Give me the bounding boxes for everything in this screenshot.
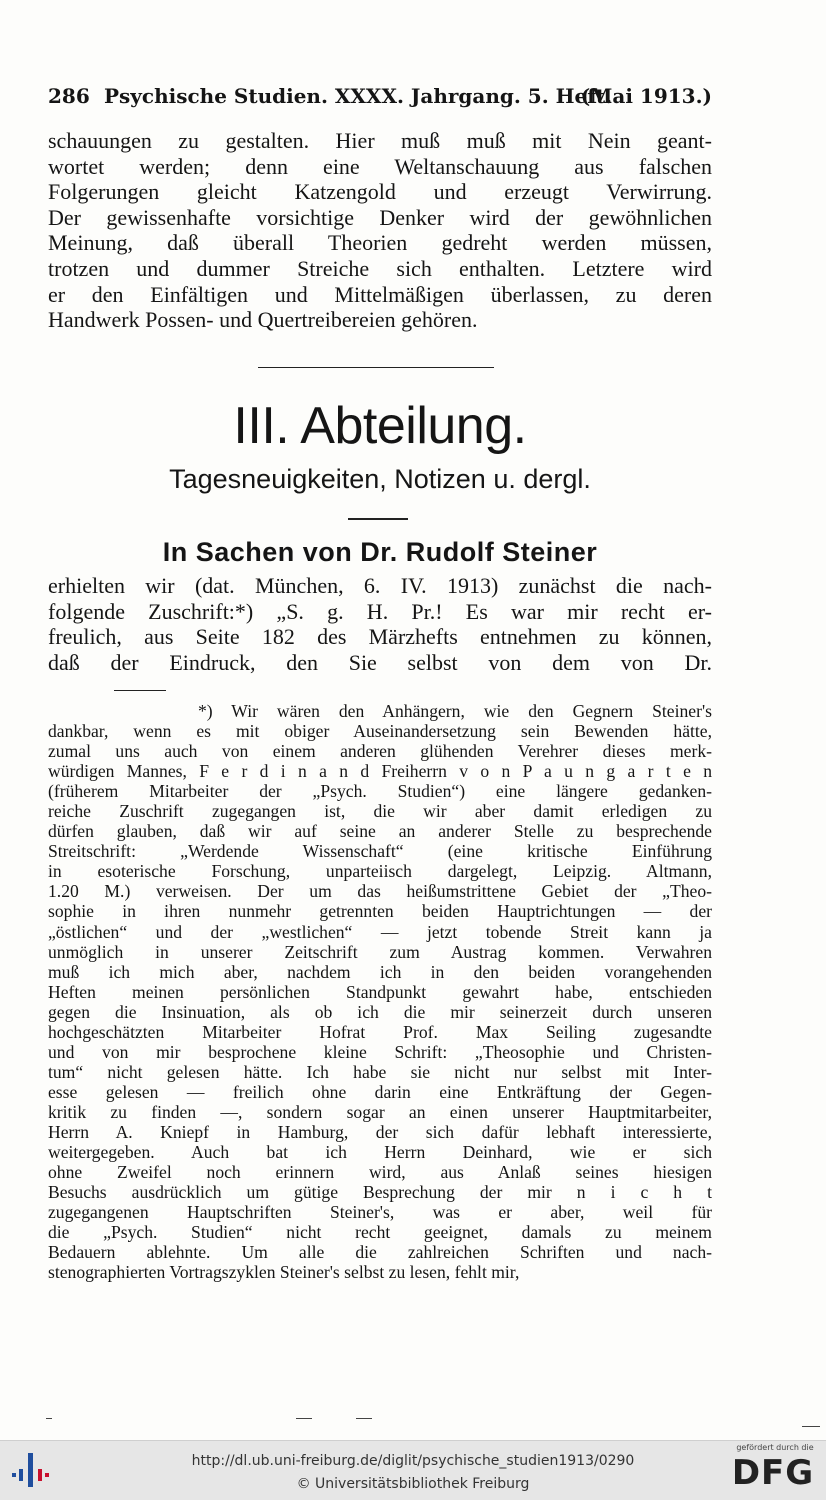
dfg-logo-icon: DFG (731, 1453, 815, 1493)
text-line: trotzen und dummer Streiche sich enthalten. Letztere wird (48, 255, 712, 281)
footnote-line: zumal uns auch von einem anderen glühenden Verehrer dieses merk- (48, 741, 712, 762)
issue-date: (Mai 1913.) (580, 84, 712, 108)
scan-mark (802, 1426, 820, 1427)
text-line: erhielten wir (dat. München, 6. IV. 1913) zunächst die nach- (48, 573, 712, 598)
footnote-line: hochgeschätzten Mitarbeiter Hofrat Prof. Max Seiling zugesandte (48, 1021, 712, 1042)
footnote-line: tum“ nicht gelesen hätte. Ich habe sie nicht nur selbst mit Inter- (48, 1061, 712, 1082)
source-url[interactable]: http://dl.ub.uni-freiburg.de/diglit/psychische_studien1913/0290 (191, 1453, 635, 1469)
scan-mark (356, 1418, 372, 1419)
sponsor-tagline: gefördert durch die (736, 1443, 814, 1452)
running-header (48, 80, 712, 112)
article-heading: In Sachen von Dr. Rudolf Steiner (162, 537, 598, 567)
footnote-line: die „Psych. Studien“ nicht recht geeignet, damals zu meinem (48, 1222, 712, 1243)
footnote-line: ohne Zweifel noch erinnern wird, aus Anlaß seines hiesigen (48, 1162, 712, 1183)
section-divider (258, 367, 494, 368)
footnote-line: Herrn A. Kniepf in Hamburg, der sich dafür lebhaft interessierte, (48, 1121, 712, 1142)
footnote-line: unmöglich in unserer Zeitschrift zum Austrag kommen. Verwahren (48, 941, 712, 962)
article-body (48, 573, 712, 675)
footnote-line: muß ich mich aber, nachdem ich in den beiden vorangehenden (48, 961, 712, 982)
footnote-line: würdigen Mannes, F e r d i n a n d Freiherrn v o n P a u n g a r t e n (48, 761, 712, 782)
text-line: daß der Eindruck, den Sie selbst von dem von Dr. (48, 649, 712, 675)
text-line: schauungen zu gestalten. Hier muß muß mit Nein geant- (48, 128, 712, 153)
footnote-line: reiche Zuschrift zugegangen ist, die wir aber damit erledigen zu (48, 801, 712, 822)
footnote-rule (114, 690, 166, 691)
footnote-line: kritik zu finden —, sondern sogar an einen unserer Hauptmitarbeiter, (48, 1101, 712, 1122)
text-line: Handwerk Possen- und Quertreibereien gehören. (48, 307, 478, 333)
short-divider (348, 518, 408, 520)
footnote-line: weitergegeben. Auch bat ich Herrn Deinhard, wie er sich (48, 1142, 712, 1163)
text-line: Meinung, daß überall Theorien gedreht werden müssen, (48, 230, 712, 256)
body-paragraph-top (48, 128, 712, 333)
scan-mark (296, 1418, 312, 1419)
footnote-line: Streitschrift: „Werdende Wissenschaft“ (eine kritische Einführung (48, 841, 712, 862)
footnote-line: *) Wir wären den Anhängern, wie den Gegnern Steiner's (198, 701, 712, 721)
footnote-line: dürfen glauben, daß wir auf seine an anderer Stelle zu besprechende (48, 821, 712, 842)
footnote-line: Besuchs ausdrücklich um gütige Besprechung der mir n i c h t (48, 1182, 712, 1203)
footnote-line: Bedauern ablehnte. Um alle die zahlreichen Schriften und nach- (48, 1242, 712, 1263)
footnote-line: dankbar, wenn es mit obiger Auseinandersetzung sein Bewenden hätte, (48, 721, 712, 742)
page-number: 286 (48, 84, 90, 108)
footnote-line: zugegangenen Hauptschriften Steiner's, was er aber, weil für (48, 1202, 712, 1223)
text-line: Folgerungen gleicht Katzengold und erzeugt Verwirrung. (48, 179, 712, 205)
copyright-notice: © Universitätsbibliothek Freiburg (296, 1476, 530, 1492)
footnote-line: sophie in ihren nunmehr getrennten beiden Hauptrichtungen — der (48, 901, 712, 922)
footnote-line: gegen die Insinuation, als ob ich die mir seinerzeit durch unseren (48, 1001, 712, 1022)
text-line: wortet werden; denn eine Weltanschauung aus falschen (48, 153, 712, 179)
footnote-line: in esoterische Forschung, unparteiisch dargelegt, Leipzig. Altmann, (48, 861, 712, 882)
footnote-line: 1.20 M.) verweisen. Der um das heißumstrittene Gebiet der „Theo- (48, 881, 712, 902)
footnote (48, 701, 712, 1282)
text-line: Der gewissenhafte vorsichtige Denker wird der gewöhnlichen (48, 204, 712, 230)
footnote-line: (früherem Mitarbeiter der „Psych. Studien“) eine längere gedanken- (48, 781, 712, 802)
footnote-line: stenographierten Vortragszyklen Steiner's selbst zu lesen, fehlt mir, (48, 1262, 520, 1283)
text-line: folgende Zuschrift:*) „S. g. H. Pr.! Es war mir recht er- (48, 598, 712, 624)
footnote-line: und von mir besprochene kleine Schrift: „Theosophie und Christen- (48, 1041, 712, 1062)
journal-title: Psychische Studien. XXXX. Jahrgang. 5. Heft. (104, 84, 613, 108)
footnote-line: „östlichen“ und der „westlichen“ — jetzt tobende Streit kann ja (48, 921, 712, 942)
digital-library-footer (0, 1440, 826, 1500)
section-subtitle: Tagesneuigkeiten, Notizen u. dergl. (169, 464, 591, 494)
text-line: freulich, aus Seite 182 des Märzhefts entnehmen zu können, (48, 624, 712, 650)
footnote-line: Heften meinen persönlichen Standpunkt gewahrt habe, entschieden (48, 981, 712, 1002)
section-title: III. Abteilung. (233, 397, 527, 455)
scan-mark (46, 1418, 52, 1419)
text-line: er den Einfältigen und Mittelmäßigen überlassen, zu deren (48, 281, 712, 307)
footnote-line: esse gelesen — freilich ohne darin eine Entkräftung der Gegen- (48, 1081, 712, 1102)
